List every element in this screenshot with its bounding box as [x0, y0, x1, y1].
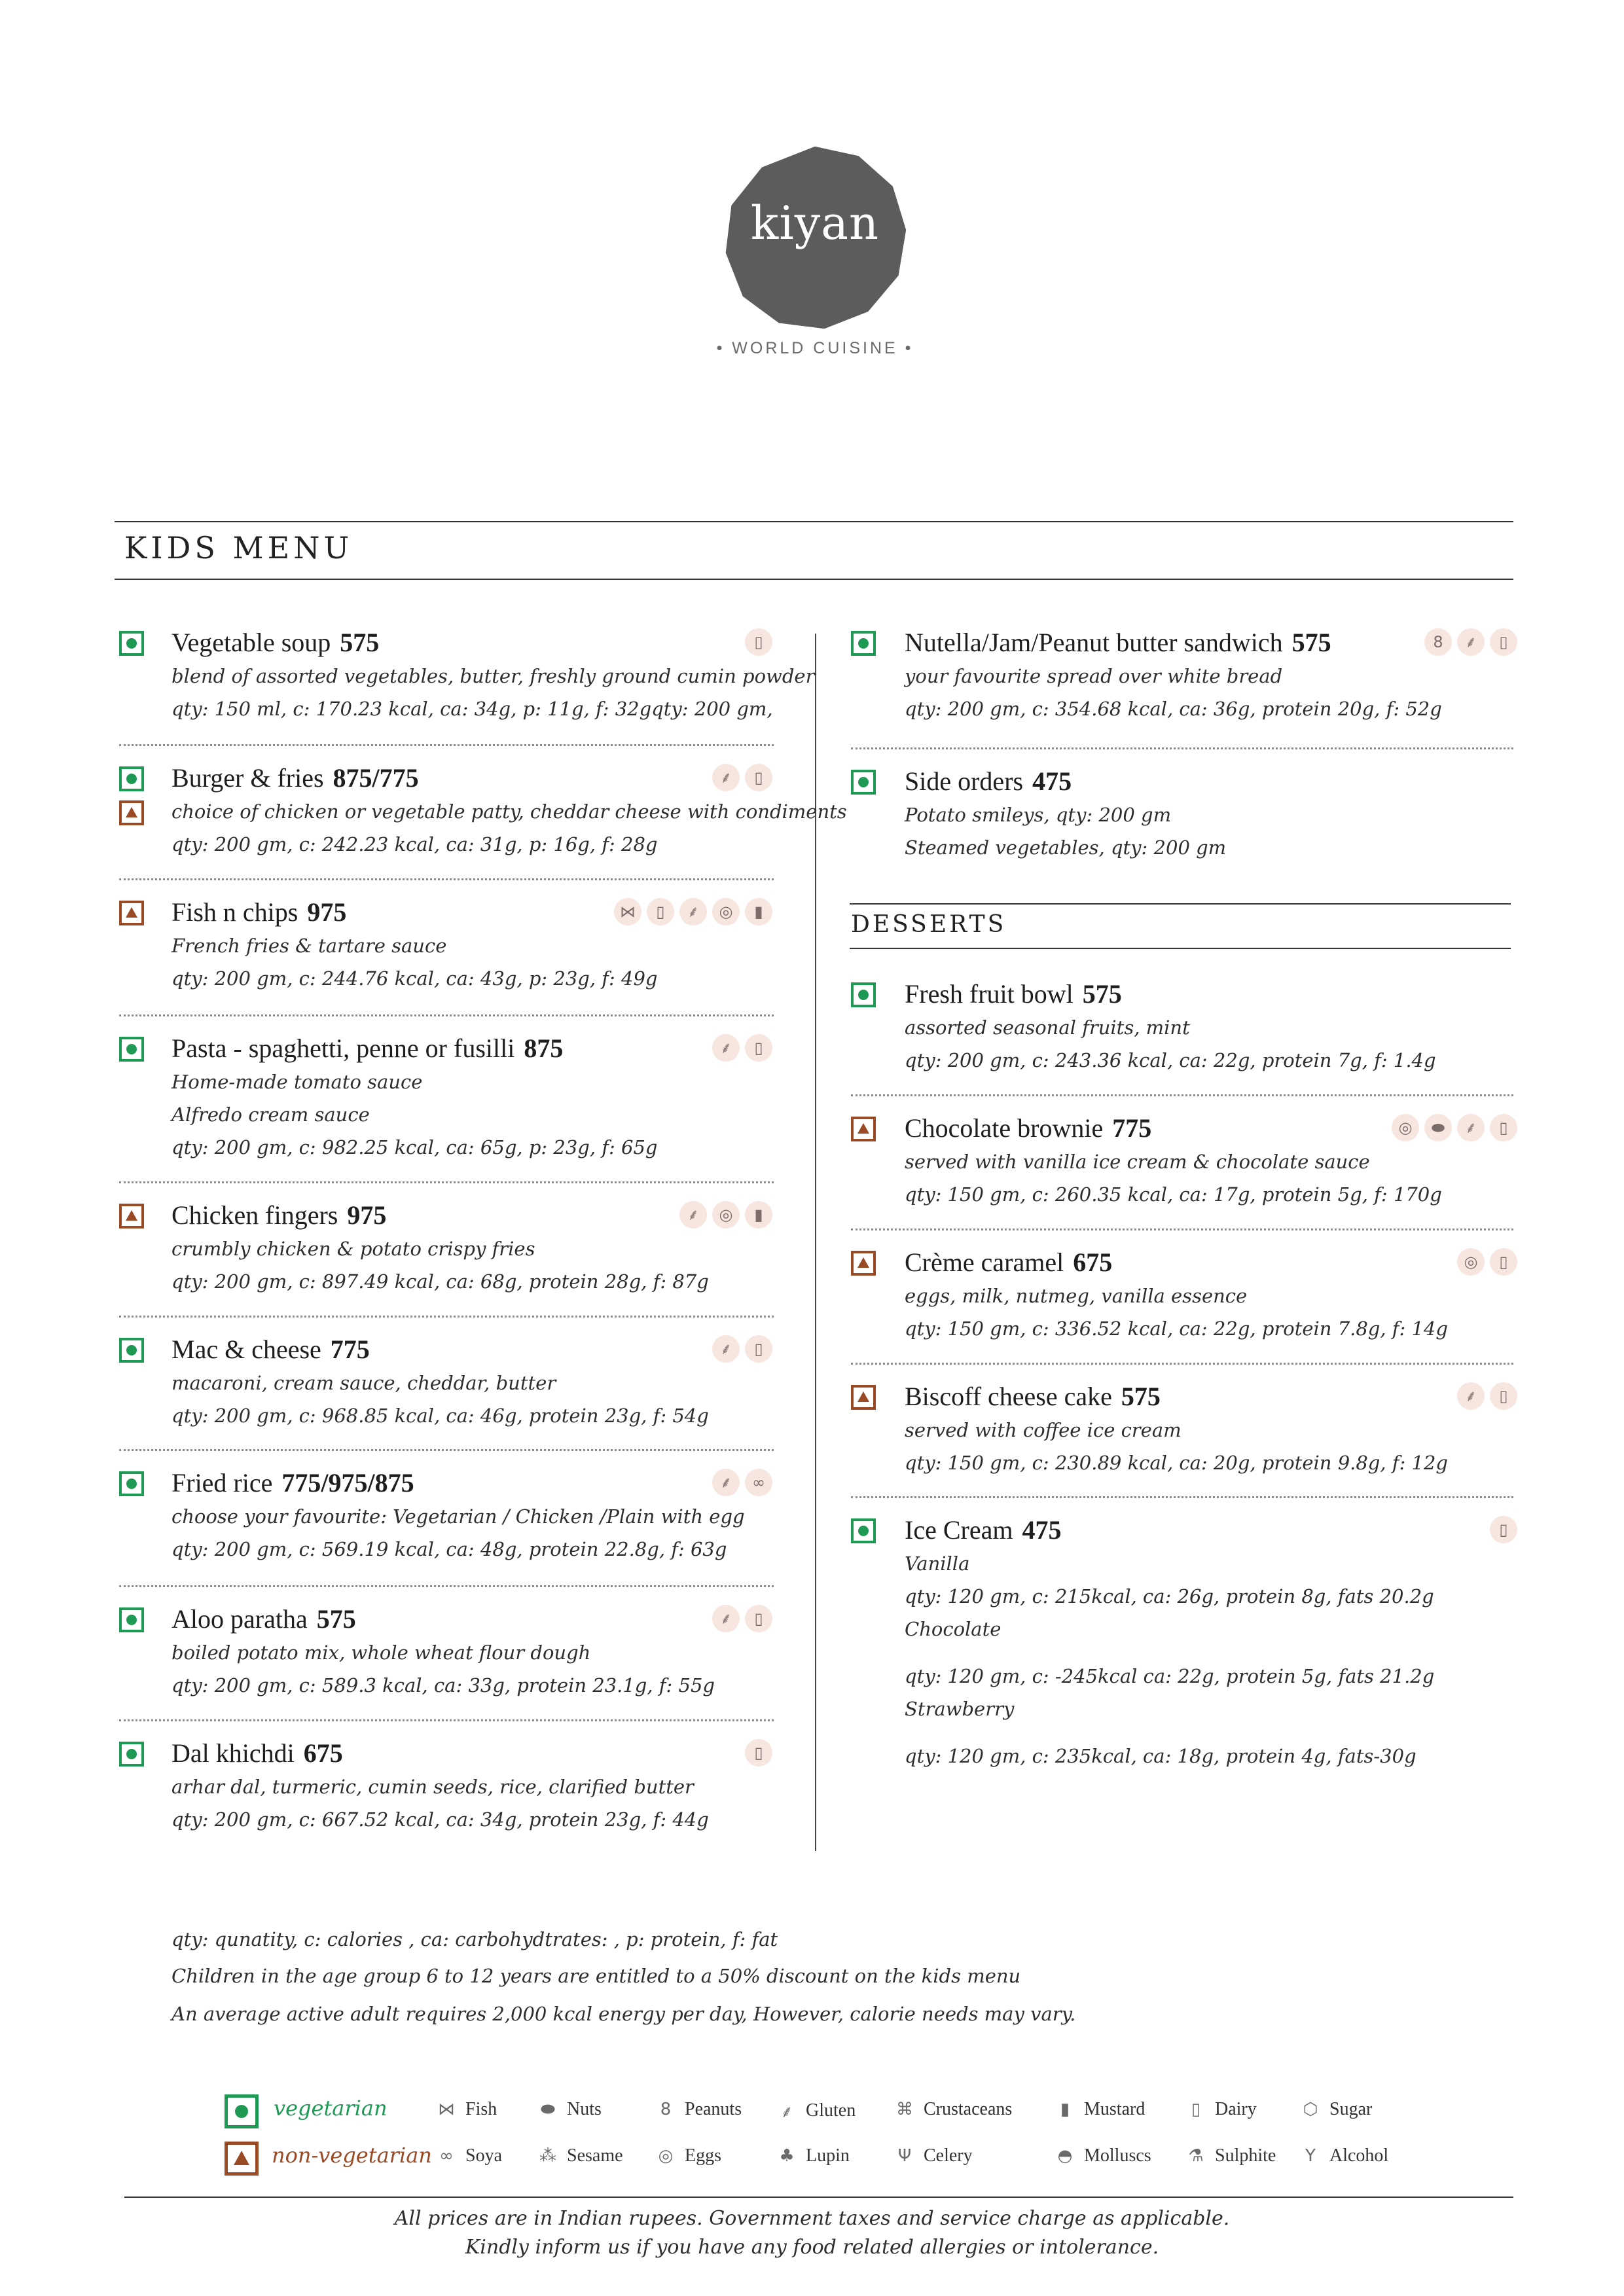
dairy-icon: ▯ [745, 1605, 772, 1632]
item-detail-line: qty: 200 gm, c: 589.3 kcal, ca: 33g, protein 23.1g, f: 55g [171, 1674, 715, 1696]
allergen-icons [1392, 1114, 1517, 1141]
item-divider [119, 1014, 774, 1016]
item-name [171, 1334, 370, 1365]
item-price: 575 [1082, 979, 1122, 1009]
legend-label: Molluscs [1084, 2145, 1151, 2166]
gluten-icon: ⸙ [1457, 628, 1485, 656]
legend-celery [893, 2145, 973, 2166]
nuts-icon: ⬬ [1424, 1114, 1452, 1141]
eggs-icon: ◎ [658, 2146, 674, 2166]
item-title: Dal khichdi [171, 1738, 295, 1768]
item-price: 975 [347, 1200, 387, 1230]
item-name [171, 1738, 343, 1768]
item-name [171, 1467, 414, 1498]
eggs-icon: ◎ [712, 898, 740, 925]
item-price: 875/775 [333, 763, 419, 793]
desserts-underline [850, 948, 1511, 949]
item-detail-line: boiled potato mix, whole wheat flour dough [171, 1641, 591, 1664]
item-name [171, 1033, 563, 1064]
item-detail-line: qty: 200 gm, c: 569.19 kcal, ca: 48g, protein 22.8g, f: 63g [171, 1538, 727, 1560]
item-detail-line: qty: 120 gm, c: -245kcal ca: 22g, protein 5g, fats 21.2g [905, 1665, 1435, 1687]
legend-alcohol [1299, 2145, 1388, 2166]
item-divider [119, 878, 774, 880]
item-detail-line: qty: 150 gm, c: 260.35 kcal, ca: 17g, protein 5g, f: 170g [905, 1183, 1442, 1206]
dairy-icon: ▯ [1490, 1114, 1517, 1141]
soya-icon: ∞ [745, 1469, 772, 1496]
sulphite-icon: ⚗ [1188, 2146, 1204, 2166]
fish-icon: ⋈ [438, 2100, 455, 2119]
item-detail-line: Steamed vegetables, qty: 200 gm [905, 836, 1227, 859]
item-detail-line: French fries & tartare sauce [171, 935, 447, 957]
veg-badge [851, 770, 876, 795]
dairy-icon: ▯ [1191, 2100, 1201, 2119]
veg-badge [119, 1338, 144, 1363]
allergen-icons [712, 1605, 772, 1632]
item-price: 775/975/875 [281, 1468, 414, 1498]
title-underline [115, 579, 1513, 580]
item-divider [119, 1181, 774, 1183]
item-detail-line: qty: 120 gm, c: 235kcal, ca: 18g, protein 4g, fats-30g [905, 1745, 1416, 1767]
item-price: 975 [307, 897, 347, 927]
legend-label: Celery [924, 2145, 973, 2166]
legend-soya [435, 2145, 502, 2166]
item-price: 475 [1032, 766, 1072, 796]
allergen-icons [1457, 1382, 1517, 1410]
item-detail-line: assorted seasonal fruits, mint [905, 1016, 1190, 1039]
veg-legend-badge [225, 2094, 259, 2128]
mustard-icon: ▮ [1060, 2100, 1070, 2119]
item-detail-line: choose your favourite: Vegetarian / Chicken /Plain with egg [171, 1505, 745, 1528]
item-detail-line: macaroni, cream sauce, cheddar, butter [171, 1372, 556, 1394]
item-divider [851, 1496, 1513, 1498]
nonveg-badge [851, 1117, 876, 1141]
gluten-icon: ⸙ [1457, 1114, 1485, 1141]
veg-badge [851, 982, 876, 1007]
legend-sesame [537, 2145, 623, 2166]
item-detail-line: qty: 200 gm, c: 968.85 kcal, ca: 46g, protein 23g, f: 54g [171, 1405, 709, 1427]
allergen-icons [712, 1469, 772, 1496]
veg-badge [119, 1037, 144, 1062]
item-name [905, 1247, 1112, 1278]
nonveg-legend-badge [225, 2142, 259, 2176]
allergen-icons [712, 764, 772, 791]
allergen-icons [712, 1335, 772, 1363]
soya-icon: ∞ [439, 2146, 454, 2166]
legend-label: Sulphite [1215, 2145, 1276, 2166]
item-detail-line: qty: 150 gm, c: 230.89 kcal, ca: 20g, protein 9.8g, f: 12g [905, 1452, 1448, 1474]
item-detail-line: qty: 200 gm, c: 982.25 kcal, ca: 65g, p: 23g, f: 65g [171, 1136, 658, 1158]
note-calories: An average active adult requires 2,000 kcal energy per day, However, calorie needs may vary. [171, 2003, 1076, 2025]
item-title: Chicken fingers [171, 1200, 338, 1230]
dairy-icon: ▯ [1490, 628, 1517, 656]
nonveg-legend-label: non-vegetarian [272, 2143, 432, 2168]
allergen-icons [614, 898, 772, 925]
legend-label: Dairy [1215, 2099, 1257, 2119]
logo-tagline: • WORLD CUISINE • [716, 339, 914, 357]
allergen-icons [1490, 1516, 1517, 1543]
dairy-icon: ▯ [1490, 1248, 1517, 1276]
item-name [905, 1381, 1161, 1412]
item-name [905, 978, 1122, 1009]
item-detail-line: your favourite spread over white bread [905, 665, 1283, 687]
item-detail-line: Vanilla [905, 1552, 970, 1575]
item-detail-line: choice of chicken or vegetable patty, cheddar cheese with condiments [171, 800, 847, 823]
gluten-icon: ⸙ [780, 2102, 793, 2122]
desserts-top-rule [850, 903, 1511, 905]
item-title: Fish n chips [171, 897, 298, 927]
note-discount: Children in the age group 6 to 12 years are entitled to a 50% discount on the kids menu [171, 1965, 1021, 1987]
eggs-icon: ◎ [712, 1201, 740, 1229]
legend-gluten [776, 2099, 856, 2123]
nonveg-badge [851, 1385, 876, 1410]
legend-label: Mustard [1084, 2099, 1146, 2119]
item-name [171, 762, 419, 793]
legend-nuts [537, 2099, 602, 2120]
item-detail-line: qty: 200 gm, c: 354.68 kcal, ca: 36g, protein 20g, f: 52g [905, 698, 1442, 720]
fish-icon: ⋈ [614, 898, 641, 925]
desserts-title: DESSERTS [851, 911, 1007, 938]
dairy-icon: ▯ [647, 898, 674, 925]
item-price: 675 [1073, 1247, 1113, 1277]
item-title: Fried rice [171, 1468, 273, 1498]
veg-badge [119, 1471, 144, 1496]
dairy-icon: ▯ [745, 1739, 772, 1767]
item-name [905, 1113, 1151, 1143]
item-price: 675 [303, 1738, 343, 1768]
sugar-icon: ⬡ [1303, 2100, 1318, 2119]
item-title: Nutella/Jam/Peanut butter sandwich [905, 628, 1283, 657]
veg-legend-label: vegetarian [274, 2096, 388, 2121]
item-detail-line: crumbly chicken & potato crispy fries [171, 1238, 535, 1260]
item-divider [119, 1316, 774, 1318]
gluten-icon: ⸙ [712, 1469, 740, 1496]
legend-sugar [1299, 2099, 1372, 2120]
legend-label: Alcohol [1329, 2145, 1389, 2166]
legend-lupin [776, 2145, 850, 2166]
legend-label: Gluten [806, 2100, 856, 2121]
peanuts-icon: 8 [1424, 628, 1452, 656]
veg-badge [119, 631, 144, 656]
legend-label: Fish [465, 2099, 497, 2119]
allergen-icons [1424, 628, 1517, 656]
item-divider [119, 1585, 774, 1587]
item-name [905, 766, 1072, 797]
veg-badge [119, 1742, 144, 1767]
dairy-icon: ▯ [745, 628, 772, 656]
footer-rule [124, 2197, 1513, 2198]
legend-dairy [1185, 2099, 1257, 2120]
item-divider [851, 1094, 1513, 1096]
gluten-icon: ⸙ [712, 764, 740, 791]
item-price: 575 [1121, 1382, 1161, 1411]
dairy-icon: ▯ [745, 764, 772, 791]
item-price: 475 [1022, 1515, 1062, 1545]
item-detail-line: qty: 200 gm, c: 243.36 kcal, ca: 22g, protein 7g, f: 1.4g [905, 1049, 1436, 1071]
footer-allergy-note: Kindly inform us if you have any food related allergies or intolerance. [465, 2236, 1159, 2259]
item-divider [851, 1229, 1513, 1230]
gluten-icon: ⸙ [679, 1201, 707, 1229]
item-detail-line: eggs, milk, nutmeg, vanilla essence [905, 1285, 1248, 1307]
veg-badge [851, 1518, 876, 1543]
legend-label: Crustaceans [924, 2099, 1013, 2119]
gluten-icon: ⸙ [1457, 1382, 1485, 1410]
legend-fish [435, 2099, 497, 2120]
allergen-icons [745, 628, 772, 656]
mustard-icon: ▮ [745, 1201, 772, 1229]
item-detail-line: qty: 200 gm, c: 242.23 kcal, ca: 31g, p: 16g, f: 28g [171, 833, 658, 855]
legend-label: Eggs [685, 2145, 721, 2166]
footer-prices-note: All prices are in Indian rupees. Government taxes and service charge as applicable. [394, 2207, 1230, 2230]
nuts-icon: ⬬ [540, 2099, 556, 2119]
legend-mustard [1054, 2099, 1145, 2120]
item-price: 875 [524, 1033, 564, 1063]
item-title: Pasta - spaghetti, penne or fusilli [171, 1033, 515, 1063]
dairy-icon: ▯ [1490, 1382, 1517, 1410]
item-name [905, 627, 1331, 658]
item-price: 575 [316, 1604, 356, 1634]
gluten-icon: ⸙ [712, 1335, 740, 1363]
item-title: Side orders [905, 766, 1024, 796]
nonveg-badge [119, 1204, 144, 1229]
molluscs-icon: ◓ [1057, 2146, 1073, 2166]
item-title: Ice Cream [905, 1515, 1013, 1545]
item-title: Aloo paratha [171, 1604, 308, 1634]
gluten-icon: ⸙ [712, 1605, 740, 1632]
dairy-icon: ▯ [745, 1034, 772, 1062]
item-detail-line: qty: 200 gm, c: 897.49 kcal, ca: 68g, protein 28g, f: 87g [171, 1270, 709, 1293]
legend-crustaceans [893, 2099, 1012, 2120]
crustaceans-icon: ⌘ [896, 2100, 913, 2119]
item-detail-line: Home-made tomato sauce [171, 1071, 423, 1093]
legend-label: Sesame [567, 2145, 623, 2166]
item-detail-line: Chocolate [905, 1618, 1001, 1640]
veg-badge [851, 631, 876, 656]
item-name [171, 897, 346, 927]
item-title: Fresh fruit bowl [905, 979, 1074, 1009]
item-title: Crème caramel [905, 1247, 1064, 1277]
item-detail-line: qty: 200 gm, c: 244.76 kcal, ca: 43g, p: 23g, f: 49g [171, 967, 658, 990]
eggs-icon: ◎ [1457, 1248, 1485, 1276]
item-price: 775 [330, 1335, 370, 1364]
item-detail-line: qty: 120 gm, c: 215kcal, ca: 26g, protein 8g, fats 20.2g [905, 1585, 1434, 1607]
gluten-icon: ⸙ [679, 898, 707, 925]
item-detail-line: qty: 150 gm, c: 336.52 kcal, ca: 22g, protein 7.8g, f: 14g [905, 1318, 1448, 1340]
allergen-icons [1457, 1248, 1517, 1276]
veg-badge [119, 766, 144, 791]
gluten-icon: ⸙ [712, 1034, 740, 1062]
item-divider [851, 747, 1513, 749]
item-divider [119, 1449, 774, 1451]
legend-eggs [655, 2145, 721, 2166]
dairy-icon: ▯ [745, 1335, 772, 1363]
nonveg-badge [119, 901, 144, 925]
legend-label: Soya [465, 2145, 502, 2166]
kids-menu-title: KIDS MENU [124, 530, 353, 565]
item-detail-line: served with vanilla ice cream & chocolate sauce [905, 1151, 1370, 1173]
eggs-icon: ◎ [1392, 1114, 1419, 1141]
legend-peanuts [655, 2099, 742, 2120]
item-detail-line: qty: 150 ml, c: 170.23 kcal, ca: 34g, p: 11g, f: 32gqty: 200 gm, [171, 698, 773, 720]
item-detail-line: qty: 200 gm, c: 667.52 kcal, ca: 34g, protein 23g, f: 44g [171, 1808, 709, 1831]
allergen-icons [712, 1034, 772, 1062]
item-title: Vegetable soup [171, 628, 331, 657]
item-detail-line: Alfredo cream sauce [171, 1103, 370, 1126]
item-title: Biscoff cheese cake [905, 1382, 1112, 1411]
allergen-icons [745, 1739, 772, 1767]
item-title: Chocolate brownie [905, 1113, 1104, 1143]
mustard-icon: ▮ [745, 898, 772, 925]
item-name [171, 1604, 356, 1634]
item-title: Burger & fries [171, 763, 324, 793]
nonveg-badge [851, 1251, 876, 1276]
legend-label: Sugar [1329, 2099, 1373, 2119]
item-detail-line: blend of assorted vegetables, butter, freshly ground cumin powder [171, 665, 815, 687]
logo-name: kiyan [750, 196, 880, 250]
item-price: 575 [340, 628, 380, 657]
sesame-icon: ⁂ [539, 2146, 556, 2166]
legend-label: Nuts [567, 2099, 602, 2119]
peanuts-icon: 8 [660, 2100, 672, 2119]
legend-sulphite [1185, 2145, 1276, 2166]
legend-label: Peanuts [685, 2099, 742, 2119]
item-divider [119, 744, 774, 746]
item-name [171, 627, 379, 658]
note-abbreviations: qty: qunatity, c: calories , ca: carbohydtrates: , p: protein, f: fat [171, 1928, 778, 1950]
item-detail-line: arhar dal, turmeric, cumin seeds, rice, clarified butter [171, 1776, 694, 1798]
item-detail-line: Potato smileys, qty: 200 gm [905, 804, 1172, 826]
item-price: 775 [1112, 1113, 1152, 1143]
lupin-icon: ♣ [779, 2146, 795, 2166]
item-detail-line: served with coffee ice cream [905, 1419, 1182, 1441]
item-title: Mac & cheese [171, 1335, 321, 1364]
item-divider [851, 1363, 1513, 1365]
item-detail-line: Strawberry [905, 1698, 1015, 1720]
item-name [905, 1515, 1061, 1545]
item-price: 575 [1291, 628, 1331, 657]
nonveg-badge [119, 800, 144, 825]
allergen-icons [679, 1201, 772, 1229]
veg-badge [119, 1607, 144, 1632]
celery-icon: Ψ [897, 2146, 912, 2166]
item-name [171, 1200, 386, 1230]
item-divider [119, 1719, 774, 1721]
legend-label: Lupin [806, 2145, 850, 2166]
dairy-icon: ▯ [1490, 1516, 1517, 1543]
legend-molluscs [1054, 2145, 1151, 2166]
top-rule [115, 521, 1513, 522]
alcohol-icon: Y [1305, 2146, 1316, 2166]
